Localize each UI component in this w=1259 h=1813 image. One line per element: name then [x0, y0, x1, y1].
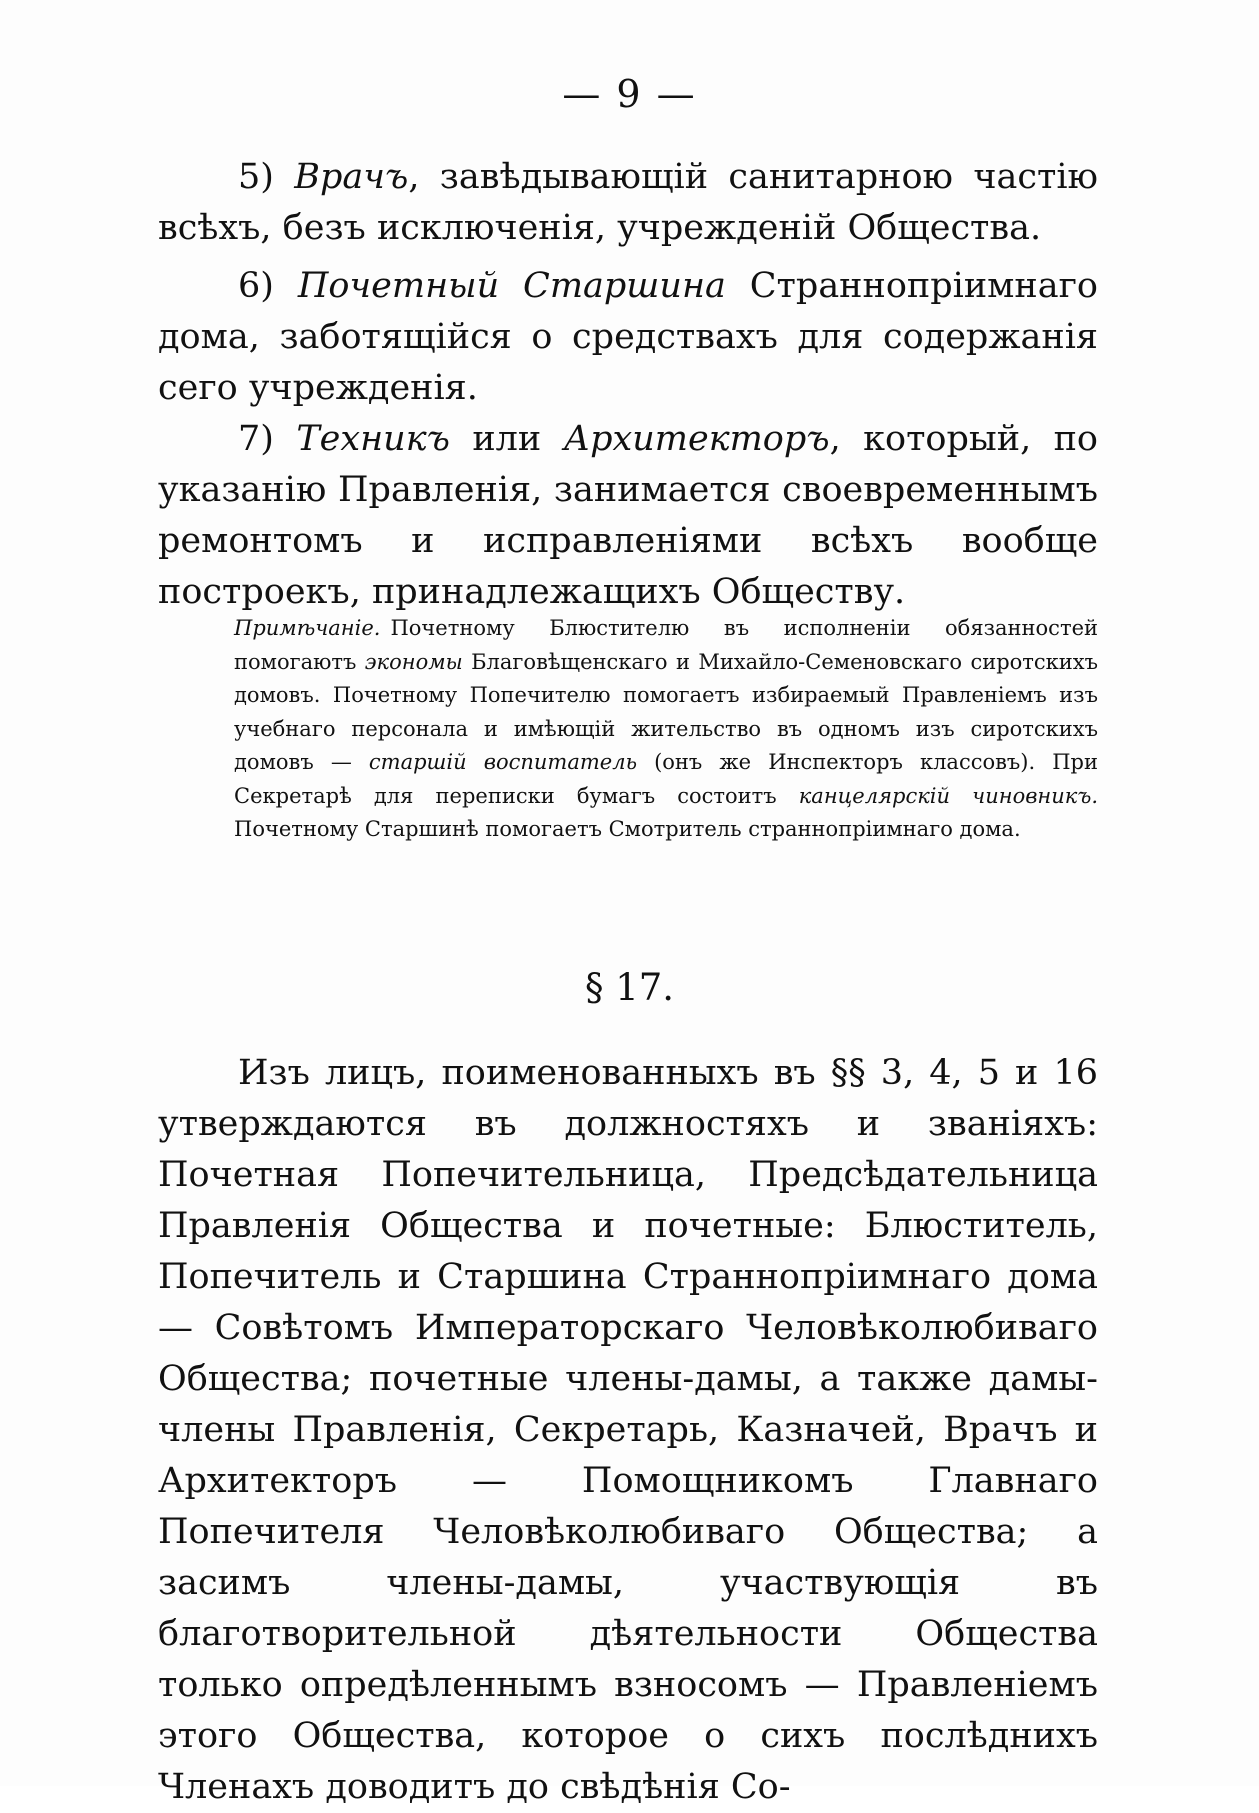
- item-7-text: , который, по указанію Правленія, занимается своевременнымъ ремонтомъ и исправленіями всѣхъ вообще построекъ, принадлежащихъ Обществу.: [158, 419, 1098, 612]
- item-7-number: 7): [238, 419, 274, 459]
- section-17-paragraph: Изъ лицъ, поименованныхъ въ §§ 3, 4, 5 и 16 утверждаются въ должностяхъ и званіяхъ: Почетная Попечительница, Предсѣдательница Правленія Общества и почетные: Блюститель, Попечитель и Старшина Страннопріимнаго дома — Совѣтомъ Императорскаго Человѣколюбиваго Общества; почетные члены-дамы, а также дамы-члены Правленія, Секретарь, Казначей, Врачъ и Архитекторъ — Помощникомъ Главнаго Попечителя Человѣколюбиваго Общества; а засимъ члены-дамы, участвующія въ благотворительной дѣятельности Общества только опредѣленнымъ взносомъ — Правленіемъ этого Общества, которое о сихъ послѣднихъ Членахъ доводитъ до свѣдѣнія Со-: [158, 1053, 1098, 1807]
- note-text-3: (онъ же Инспекторъ классовъ). При Секретарѣ для переписки бумагъ состоитъ: [234, 750, 1098, 808]
- note-text-4: Почетному Старшинѣ помогаетъ Смотритель страннопріимнаго дома.: [234, 817, 1021, 841]
- item-5-number: 5): [238, 157, 274, 197]
- section-heading: § 17.: [584, 966, 675, 1009]
- note-text-1: Почетному Блюстителю въ исполненіи обязанностей помогаютъ: [234, 616, 1098, 674]
- note-text-2: Благовѣщенскаго и Михайло-Семеновскаго сиротскихъ домовъ. Почетному Попечителю помогаетъ избираемый Правленіемъ изъ учебнаго персонала и имѣющій жительство въ одномъ изъ сиротскихъ домовъ —: [234, 649, 1098, 774]
- item-7-connector: или: [449, 419, 564, 459]
- item-7-role-2: Архитекторъ: [563, 419, 830, 459]
- note-emphasis-2: старшій воспитатель: [368, 750, 638, 774]
- note-label: Примѣчаніе.: [234, 616, 381, 640]
- item-5-text: , завѣдывающій санитарною частію всѣхъ, безъ исключенія, учрежденій Общества.: [158, 157, 1098, 248]
- item-6-number: 6): [238, 266, 274, 306]
- item-6-text: Страннопріимнаго дома, заботящійся о средствахъ для содержанія сего учрежденія.: [158, 266, 1098, 408]
- item-5-paragraph: [158, 152, 1098, 254]
- note-emphasis-3: канцелярскій чиновникъ.: [798, 783, 1098, 808]
- item-7-paragraph: [158, 414, 1098, 618]
- item-6-role: Почетный Старшина: [297, 266, 726, 306]
- page-number: — 9 —: [562, 72, 697, 116]
- item-5-role: Врачъ: [294, 157, 409, 197]
- note-emphasis-1: экономы: [364, 649, 463, 674]
- item-6-paragraph: [158, 261, 1098, 414]
- footnote-note: [234, 612, 1098, 847]
- item-7-role: Техникъ: [296, 419, 450, 459]
